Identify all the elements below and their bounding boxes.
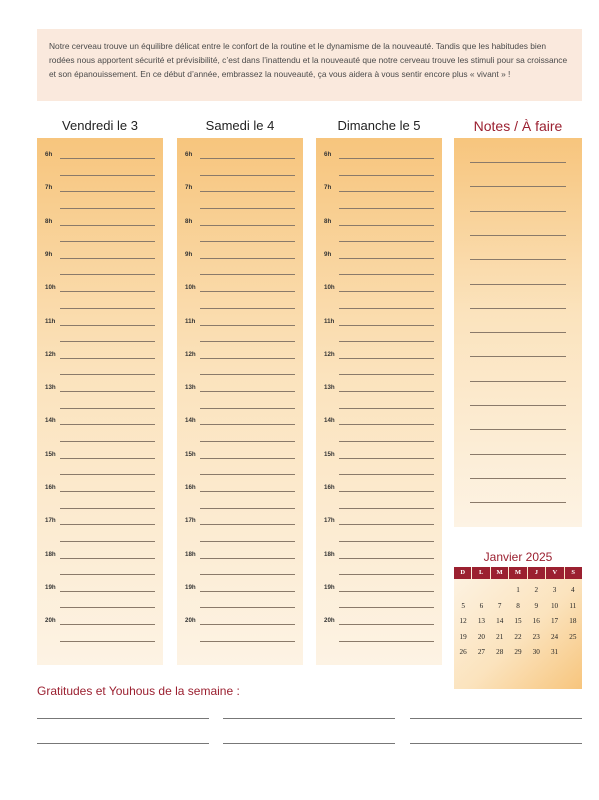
day-title: Dimanche le 5	[337, 118, 421, 133]
hour-label: 9h	[185, 250, 193, 258]
weekday-label: L	[472, 567, 489, 579]
schedule-line[interactable]	[200, 274, 295, 275]
schedule-line[interactable]	[60, 225, 155, 226]
schedule-line[interactable]	[200, 191, 295, 192]
calendar-day: 17	[550, 617, 559, 625]
hour-label: 11h	[185, 317, 196, 325]
day-schedule	[37, 138, 163, 665]
hour-label: 10h	[185, 284, 196, 292]
schedule-line[interactable]	[60, 607, 155, 608]
weekday-label: J	[528, 567, 545, 579]
notes-line[interactable]	[470, 502, 566, 503]
schedule-line[interactable]	[60, 341, 155, 342]
notes-line[interactable]	[470, 162, 566, 163]
hour-label: 12h	[45, 350, 56, 358]
hour-label: 15h	[324, 450, 335, 458]
calendar-day: 20	[477, 632, 486, 641]
schedule-line[interactable]	[339, 508, 434, 509]
calendar-day: 27	[477, 648, 486, 656]
calendar-day: 28	[496, 648, 504, 656]
schedule-line[interactable]	[200, 408, 295, 409]
schedule-line[interactable]	[200, 474, 295, 475]
calendar-day: 26	[459, 648, 467, 656]
schedule-line[interactable]	[339, 208, 434, 209]
hour-label: 18h	[324, 550, 335, 558]
schedule-line[interactable]	[339, 391, 434, 392]
schedule-line[interactable]	[200, 325, 295, 326]
hour-label: 9h	[45, 250, 53, 258]
notes-line[interactable]	[470, 454, 566, 455]
notes-line[interactable]	[470, 259, 566, 260]
schedule-line[interactable]	[60, 308, 155, 309]
schedule-line[interactable]	[200, 508, 295, 509]
hour-label: 8h	[324, 217, 332, 225]
calendar-day: 21	[496, 632, 504, 641]
schedule-line[interactable]	[200, 458, 295, 459]
calendar-day: 12	[459, 617, 467, 625]
schedule-line[interactable]	[200, 641, 295, 642]
calendar-week-row	[454, 630, 582, 646]
schedule-line[interactable]	[200, 308, 295, 309]
notes-line[interactable]	[470, 211, 566, 212]
schedule-line[interactable]	[339, 225, 434, 226]
day-column-friday	[37, 114, 163, 625]
calendar-day: 15	[514, 617, 522, 625]
notes-line[interactable]	[470, 478, 566, 479]
calendar-day	[564, 645, 582, 661]
schedule-line[interactable]	[339, 541, 434, 542]
calendar-day: 3	[552, 586, 557, 594]
calendar-day: 6	[479, 601, 484, 610]
schedule-line[interactable]	[200, 558, 295, 559]
notes-line[interactable]	[470, 429, 566, 430]
hour-label: 19h	[185, 583, 196, 591]
hour-label: 15h	[45, 450, 56, 458]
schedule-line[interactable]	[339, 491, 434, 492]
schedule-line[interactable]	[339, 624, 434, 625]
day-title: Samedi le 4	[205, 118, 275, 133]
calendar-day: 9	[534, 601, 539, 610]
schedule-line[interactable]	[339, 374, 434, 375]
gratitude-line[interactable]	[37, 718, 209, 719]
calendar-day: 14	[496, 617, 504, 625]
schedule-line[interactable]	[339, 558, 434, 559]
schedule-line[interactable]	[339, 458, 434, 459]
calendar-day	[472, 583, 490, 599]
calendar-day: 29	[514, 648, 522, 656]
schedule-line[interactable]	[60, 358, 155, 359]
hour-label: 16h	[324, 484, 335, 491]
calendar-day: 7	[497, 601, 502, 610]
schedule-line[interactable]	[200, 241, 295, 242]
schedule-line[interactable]	[339, 258, 434, 259]
day-title: Vendredi le 3	[62, 118, 138, 133]
schedule-line[interactable]	[200, 208, 295, 209]
schedule-line[interactable]	[339, 341, 434, 342]
hour-label: 17h	[45, 517, 56, 525]
calendar-grid	[454, 567, 582, 689]
calendar-day	[491, 583, 509, 599]
hour-label: 13h	[45, 384, 56, 392]
hour-label: 18h	[45, 550, 56, 558]
schedule-line[interactable]	[200, 524, 295, 525]
intro-text: Notre cerveau trouve un équilibre délicat entre le confort de la routine et le dynamisme de la nouveauté. Tandis que les habitudes bien rodées nous apportent sécurité et prévisibilité, c’est dans l’inattendu et la nouveauté que notre cerveau trouve les stimuli pour sa croissance et son épanouissement. En ce début d’année, embrassez la nouveauté, ça vous aidera à vous sentir encore plus « vivant » !	[37, 29, 582, 101]
notes-line[interactable]	[470, 356, 566, 357]
schedule-line[interactable]	[200, 291, 295, 292]
hour-label: 10h	[45, 284, 56, 292]
calendar-day: 24	[550, 632, 559, 641]
hour-label: 20h	[45, 617, 56, 625]
schedule-line[interactable]	[200, 358, 295, 359]
calendar-day: 4	[571, 586, 575, 594]
schedule-line[interactable]	[60, 208, 155, 209]
schedule-line[interactable]	[60, 191, 155, 192]
schedule-line[interactable]	[339, 607, 434, 608]
hour-label: 9h	[324, 250, 332, 258]
calendar-day: 1	[516, 586, 520, 594]
notes-area	[454, 138, 582, 527]
hour-label: 18h	[185, 550, 196, 558]
schedule-line[interactable]	[200, 175, 295, 176]
hour-label: 10h	[324, 284, 335, 292]
schedule-line[interactable]	[60, 424, 155, 425]
weekday-label: D	[454, 567, 471, 579]
schedule-line[interactable]	[200, 258, 295, 259]
hour-label: 7h	[45, 184, 53, 192]
notes-title: Notes / À faire	[473, 118, 563, 134]
calendar-week-row	[454, 599, 582, 615]
calendar-week-row	[454, 645, 582, 661]
mini-calendar	[454, 547, 582, 656]
schedule-line[interactable]	[60, 158, 155, 159]
notes-line[interactable]	[470, 381, 566, 382]
schedule-line[interactable]	[60, 441, 155, 442]
hour-label: 12h	[324, 350, 335, 358]
schedule-line[interactable]	[339, 175, 434, 176]
calendar-day: 18	[569, 617, 577, 625]
schedule-line[interactable]	[60, 591, 155, 592]
schedule-line[interactable]	[60, 374, 155, 375]
gratitude-line[interactable]	[223, 743, 395, 744]
hour-label: 14h	[324, 417, 335, 425]
weekday-label: M	[491, 567, 508, 579]
schedule-line[interactable]	[60, 474, 155, 475]
schedule-line[interactable]	[60, 325, 155, 326]
hour-label: 14h	[45, 417, 56, 425]
schedule-line[interactable]	[200, 591, 295, 592]
schedule-line[interactable]	[339, 241, 434, 242]
schedule-line[interactable]	[339, 291, 434, 292]
calendar-day: 30	[532, 648, 540, 656]
schedule-line[interactable]	[200, 491, 295, 492]
hour-label: 16h	[45, 484, 56, 491]
schedule-line[interactable]	[200, 574, 295, 575]
calendar-day: 31	[550, 648, 559, 656]
calendar-day: 5	[461, 601, 465, 610]
schedule-line[interactable]	[339, 158, 434, 159]
hour-label: 20h	[185, 617, 196, 625]
calendar-day: 25	[569, 632, 577, 641]
schedule-line[interactable]	[339, 441, 434, 442]
gratitudes-title: Gratitudes et Youhous de la semaine :	[37, 684, 240, 698]
schedule-line[interactable]	[200, 607, 295, 608]
calendar-week-row	[454, 614, 582, 630]
calendar-day: 16	[532, 617, 540, 625]
schedule-line[interactable]	[200, 624, 295, 625]
hour-label: 16h	[185, 484, 196, 491]
schedule-line[interactable]	[200, 391, 295, 392]
schedule-line[interactable]	[60, 558, 155, 559]
schedule-line[interactable]	[60, 241, 155, 242]
hour-label: 12h	[185, 350, 196, 358]
hour-label: 15h	[185, 450, 196, 458]
hour-label: 13h	[185, 384, 196, 392]
schedule-line[interactable]	[200, 441, 295, 442]
gratitude-line[interactable]	[410, 718, 582, 719]
calendar-weekday-header	[454, 567, 582, 579]
calendar-day: 23	[532, 632, 540, 641]
weekday-label: V	[546, 567, 563, 579]
hour-label: 19h	[324, 583, 335, 591]
calendar-day: 22	[514, 632, 522, 641]
gratitude-line[interactable]	[410, 743, 582, 744]
hour-label: 6h	[45, 151, 53, 158]
hour-label: 20h	[324, 617, 335, 625]
schedule-line[interactable]	[60, 574, 155, 575]
schedule-line[interactable]	[200, 541, 295, 542]
schedule-line[interactable]	[339, 474, 434, 475]
schedule-line[interactable]	[60, 274, 155, 275]
calendar-day	[454, 583, 472, 599]
hour-label: 11h	[324, 317, 335, 325]
hour-label: 14h	[185, 417, 196, 425]
notes-line[interactable]	[470, 284, 566, 285]
schedule-line[interactable]	[339, 424, 434, 425]
schedule-line[interactable]	[60, 641, 155, 642]
schedule-line[interactable]	[60, 175, 155, 176]
schedule-line[interactable]	[60, 291, 155, 292]
day-column-sunday	[316, 114, 442, 625]
schedule-line[interactable]	[339, 408, 434, 409]
calendar-day: 19	[459, 632, 467, 641]
calendar-week-row	[454, 583, 582, 599]
gratitude-line[interactable]	[37, 743, 209, 744]
schedule-line[interactable]	[339, 574, 434, 575]
weekday-label: S	[565, 567, 582, 579]
schedule-line[interactable]	[339, 191, 434, 192]
schedule-line[interactable]	[339, 274, 434, 275]
hour-label: 6h	[324, 151, 332, 158]
day-schedule	[316, 138, 442, 665]
schedule-line[interactable]	[200, 374, 295, 375]
schedule-line[interactable]	[60, 258, 155, 259]
notes-line[interactable]	[470, 332, 566, 333]
notes-line[interactable]	[470, 235, 566, 236]
schedule-line[interactable]	[60, 524, 155, 525]
hour-label: 17h	[324, 517, 335, 525]
schedule-line[interactable]	[339, 641, 434, 642]
notes-line[interactable]	[470, 405, 566, 406]
day-schedule	[177, 138, 303, 665]
schedule-line[interactable]	[200, 424, 295, 425]
hour-label: 8h	[185, 217, 193, 225]
schedule-line[interactable]	[339, 325, 434, 326]
gratitude-line[interactable]	[223, 718, 395, 719]
schedule-line[interactable]	[339, 591, 434, 592]
schedule-line[interactable]	[60, 508, 155, 509]
schedule-line[interactable]	[339, 308, 434, 309]
notes-line[interactable]	[470, 186, 566, 187]
calendar-day: 13	[477, 617, 486, 625]
calendar-day: 11	[569, 601, 577, 610]
hour-label: 19h	[45, 583, 56, 591]
schedule-line[interactable]	[60, 458, 155, 459]
weekday-label: M	[509, 567, 526, 579]
calendar-title: Janvier 2025	[483, 550, 553, 564]
schedule-line[interactable]	[339, 524, 434, 525]
notes-line[interactable]	[470, 308, 566, 309]
day-column-saturday	[177, 114, 303, 625]
calendar-day: 8	[516, 601, 520, 610]
schedule-line[interactable]	[200, 158, 295, 159]
hour-label: 13h	[324, 384, 335, 392]
schedule-line[interactable]	[60, 491, 155, 492]
calendar-day: 10	[550, 601, 559, 610]
schedule-line[interactable]	[60, 541, 155, 542]
calendar-day: 2	[534, 586, 539, 594]
schedule-line[interactable]	[60, 391, 155, 392]
hour-label: 6h	[185, 151, 193, 158]
schedule-line[interactable]	[200, 341, 295, 342]
schedule-line[interactable]	[339, 358, 434, 359]
hour-label: 11h	[45, 317, 56, 325]
hour-label: 8h	[45, 217, 53, 225]
schedule-line[interactable]	[60, 624, 155, 625]
notes-column	[454, 114, 582, 138]
hour-label: 7h	[185, 184, 193, 192]
schedule-line[interactable]	[60, 408, 155, 409]
hour-label: 7h	[324, 184, 332, 192]
schedule-line[interactable]	[200, 225, 295, 226]
hour-label: 17h	[185, 517, 196, 525]
